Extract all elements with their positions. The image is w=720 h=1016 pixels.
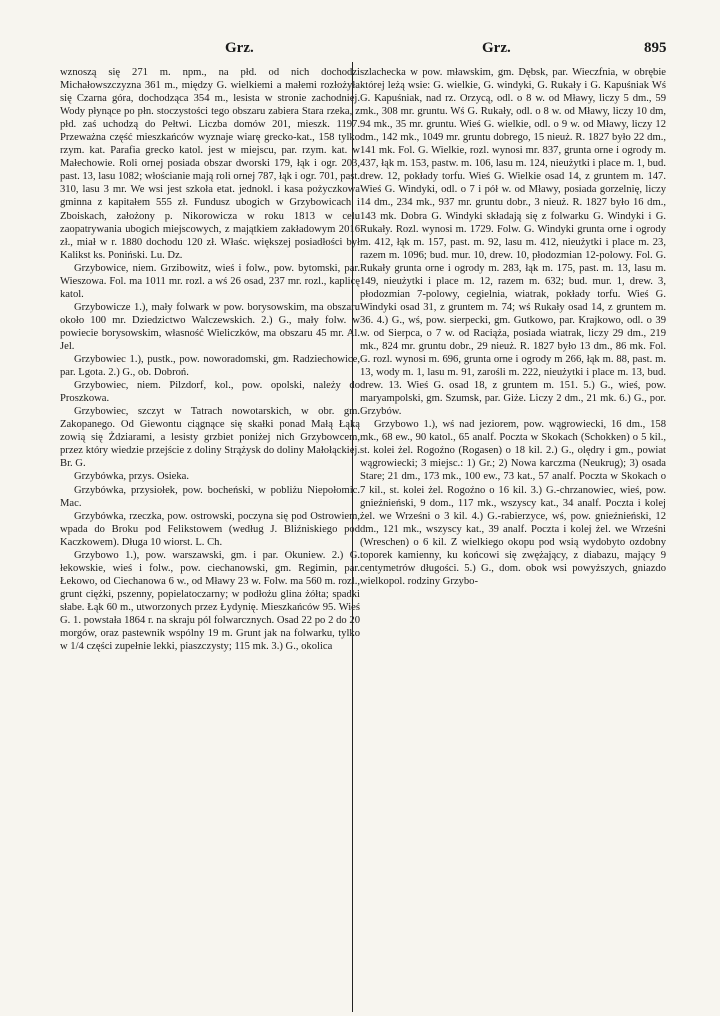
entry-grzybowiec-1: Grzybowiec 1.), pustk., pow. noworadomski, gm. Radziechowice, par. Lgota. 2.) G., ob. Dobroń. — [60, 354, 360, 379]
entry-grzybowka-3: Grzybówka, rzeczka, pow. ostrowski, poczyna się pod Ostrowiem, wpada do Broku pod Felikstowem (według J. Bliźniskiego pod Kaczkowem). Długa 10 wiorst. L. Ch. — [60, 510, 360, 548]
page-number: 895 — [644, 40, 667, 56]
paragraph: wznoszą się 271 m. npm., na płd. od nich dochodzi Michałowszczyzna 361 m., między G. wielkiemi a małemi rozłożyła się Czarna góra, dochodząca 354 m., lesista w stronie zachodniej. Wody płynące po płn. stoczystości tego obszaru zabiera Stara rzeka, z płd. zaś uchodzą do Pełtwi. Liczba domów 201, mieszk. 1197. Przeważna część mieszkańców wyznaje wiarę grecko-kat., 158 tylko rzym. kat. Parafia grecko katol. jest w miejscu, par. rzym. kat. w Małechowie. Roli ornej posiada obszar dworski 179, łąk i ogr. 203, past. 13, lasu 1082; włościanie mają roli ornej 787, łąk i ogr. 701, past. 310, lasu 3 mr. We wsi jest szkoła etat. jednokl. i kasa pożyczkowa gminna z kapitałem 555 zł. Fundusz ubogich w Grzybowicach i Zboiskach, założony p. Nikorowicza w roku 1813 w celu zaopatrywania ubogich miejscowych, z majątkiem zakładowym 2016 zł., miał w r. 1880 dochodu 120 zł. Właśc. większej posiadłości był Kalikst ks. Poniński. Lu. Dz. — [60, 67, 360, 261]
header-left-title: Grz. — [225, 40, 254, 56]
paragraph: szlachecka w pow. mławskim, gm. Dębsk, par. Wieczfnia, w obrębie której leżą wsie: G. wielkie, G. windyki, G. Rukały i G. Kapuśniak Wś G. Kapuśniak, nad rz. Orzycą, odl. o 8 w. od Mławy, liczy 5 dm., 59 mk., 308 mr. gruntu. Wś G. Rukały, odl. o 8 w. od Mławy, liczy 10 dm, 94 mk., 35 mr. gruntu. Wieś G. wielkie, odl. o 9 w. od Mławy, liczy 12 dm., 142 mk., 1049 mr. gruntu dobrego, 15 nieuż. R. 1827 było 22 dm., 141 mk. Fol. G. Wielkie, rozl. wynosi mr. 837, grunta orne i ogrody m. 437, łąk m. 153, pastw. m. 106, lasu m. 124, nieużytki i place m. 1, bud. drew. 12, pokłady torfu. Wieś G. Wielkie osad 14, z gruntem m. 147. Wieś G. Windyki, odl. o 7 i pół w. od Mławy, posiada gorzelnię, liczy 14 dm., 234 mk., 937 mr. gruntu dobr., 3 nieuż. R. 1827 było 16 dm., 143 mk. Dobra G. Windyki składają się z folwarku G. Windyki i G. Rukały. Rozl. wynosi m. 1729. Folw. G. Windyki grunta orne i ogrody m. 412, łąk m. 157, past. m. 92, lasu m. 412, nieużytki i place m. 23, razem m. 1096; bud. mur. 10, drew. 10, płodozmian 12-polowy. Fol. G. Rukały grunta orne i ogrody m. 283, łąk m. 175, past. m. 13, lasu m. 149, nieużytki i place m. 12, razem m. 632; bud. mur. 1, drew. 3, płodozmian 7-polowy, cegielnia, wiatrak, pokłady torfu. Wieś G. Windyki osad 31, z gruntem m. 74; wś Rukały osad 14, z gruntem m. 36. 4.) G., wś, pow. sierpecki, gm. Gutkowo, par. Krajkowo, odl. o 39 w. od Sierpca, o 7 w. od Raciąża, posiada wiatrak, liczy 29 dm., 219 mk., 824 mr. gruntu dobr., 29 nieuż. R. 1827 było 13 dm., 86 mk. Fol. G. rozl. wynosi m. 696, grunta orne i ogrody m 266, łąk m. 88, past. m. 13, wody m. 1, lasu m. 91, zarośli m. 222, nieużytki i place m. 13, bud. drew. 13. Wieś G. osad 18, z gruntem m. 151. 5.) G., wieś, pow. maryampolski, gm. Szumsk, par. Giże. Liczy 2 dm., 21 mk. 6.) G., por. Grzybów. — [360, 67, 666, 418]
right-column — [360, 66, 666, 956]
entry-grzybowka-1: Grzybówka, przys. Osieka. — [74, 471, 190, 483]
running-header — [0, 40, 720, 64]
left-column — [60, 66, 360, 956]
entry-grzybowiec-2: Grzybowiec, niem. Pilzdorf, kol., pow. opolski, należy do Proszkowa. — [60, 380, 360, 405]
entry-grzybowice: Grzybowice, niem. Grzibowitz, wieś i folw., pow. bytomski, par. Wieszowa. Fol. ma 1011 mr. rozl. a wś 26 osad, 237 mr. rozl., kaplicę katol. — [60, 262, 360, 300]
entry-grzybowka-2: Grzybówka, przysiołek, pow. bocheński, w pobliżu Niepołomic. Mac. — [60, 484, 360, 509]
header-right-title: Grz. — [482, 40, 511, 56]
entry-grzybowiec-3: Grzybowiec, szczyt w Tatrach nowotarskich, w obr. gm. Zakopanego. Od Giewontu ciągnące się skałki ponad Małą Łąką zowią się Żdziarami, a lesisty grzbiet poniżej nich Grzybowcem, przez który wiedzie przejście z doliny Strążysk do doliny Małołąckiej. Br. G. — [60, 406, 360, 470]
entry-grzybowo: Grzybowo 1.), pow. warszawski, gm. i par. Okuniew. 2.) G. łekowskie, wieś i folw., pow. ciechanowski, gm. Regimin, par. Łekowo, od Ciechanowa 6 w., od Mławy 23 w. Folw. ma 560 m. rozl., grunt ciężki, pszenny, popielatoczarny; w podłożu glina żółta; spadki słabe. Łąk 60 m., utworzonych przez Łydynię. Mieszkańców 95. Wieś G. 1. powstała 1864 r. na skraju pól folwarcznych. Osad 22 po 2 do 20 morgów, oraz pastewnik wspólny 19 m. Grunt jak na folwarku, tylko w 1/4 części zupełnie lekki, piaszczysty; 115 mk. 3.) G., okolica — [60, 549, 360, 653]
entry-grzybowicze: Grzybowicze 1.), mały folwark w pow. borysowskim, ma obszaru około 100 mr. Dziedzictwo Walczewskich. 2.) G., mały folw. w powiecie borysowskim, własność Wieliczków, ma obszaru 45 mr. Al. Jel. — [60, 301, 360, 352]
entry-grzybowo-poznan: Grzybowo 1.), wś nad jeziorem, pow. wągrowiecki, 16 dm., 158 mk., 68 ew., 90 katol., 65 analf. Poczta w Skokach (Schokken) o 5 kil., st. kolei żel. Rogoźno (Rogasen) o 18 kil. 2.) G., olędry i gm., powiat wągrowiecki; 3 miejsc.: 1) Gr.; 2) Nowa karczma (Neukrug); 3) osada Stare; 21 dm., 173 mk., 100 ew., 73 kat., 57 analf. Poczta w Skokach o 7 kil., st. kolei żel. Rogoźno o 16 kil. 3.) G.-chrzanowiec, wieś, pow. gnieźnieński, 9 dom., 117 mk., wszyscy kat., 34 analf. Poczta i kolej żel. we Wrześni o 3 kil. 4.) G.-rabierzyce, wś, pow. gnieźnieński, 12 dm., 121 mk., wszyscy kat., 39 analf. Poczta i kolej żel. we Wrześni (Wreschen) o 6 kil. Z wielkiego okopu pod wsią wydobyto ozdobny toporek kamienny, ku końcowi się zwężający, z diabazu, mający 9 centymetrów długości. 5.) G., dom. obok wsi powyższych, gniazdo wielkopol. rodziny Grzybo- — [360, 419, 666, 587]
